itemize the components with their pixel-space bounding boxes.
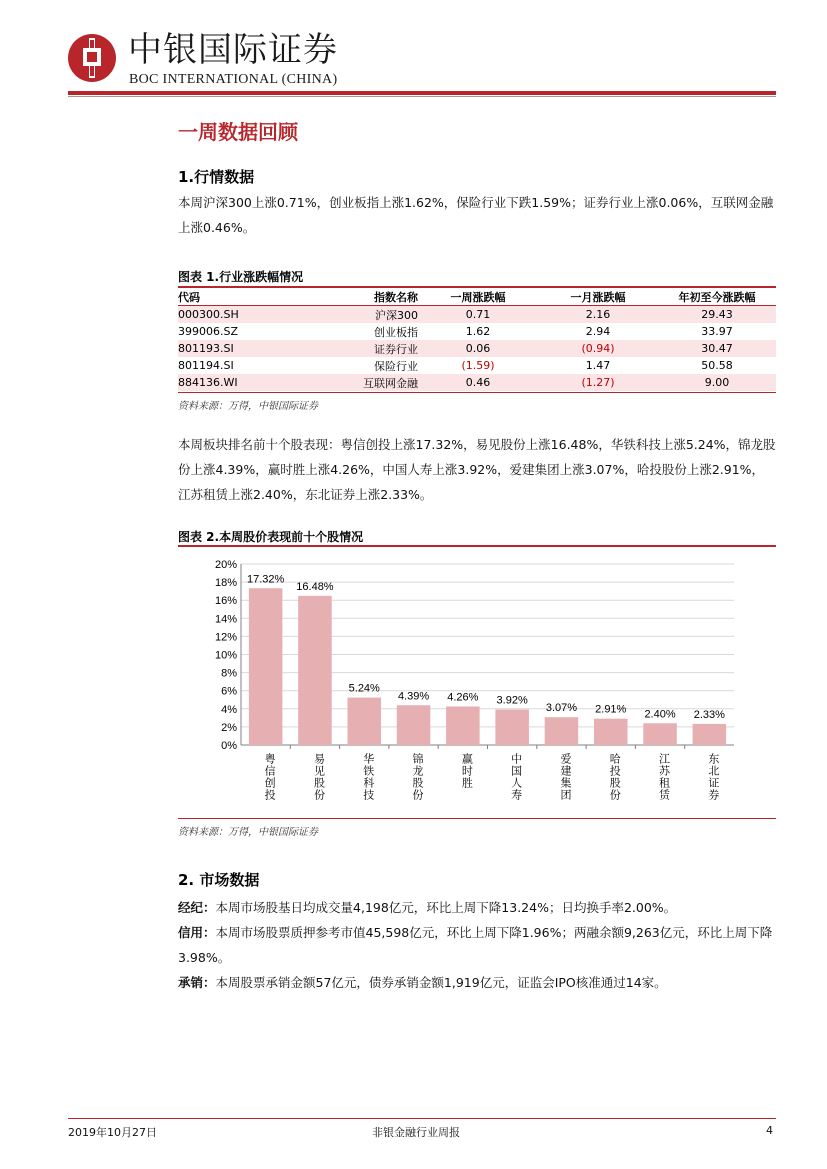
table-cell: (1.59)	[461, 359, 495, 372]
footer-date: 2019年10月27日	[68, 1126, 157, 1139]
brand-name-en: BOC INTERNATIONAL (CHINA)	[129, 72, 338, 87]
page-number: 4	[766, 1124, 773, 1137]
table-cell: (0.94)	[538, 340, 658, 357]
table-row	[178, 323, 776, 340]
table-cell: 801194.SI	[178, 359, 234, 372]
bar	[446, 706, 480, 745]
y-tick-label: 16%	[214, 595, 237, 608]
table-cell: 证券行业	[308, 340, 418, 357]
bar	[545, 717, 579, 745]
chart-source: 资料来源：万得，中银国际证券	[178, 827, 318, 838]
x-category-label: 哈投股份	[608, 753, 622, 801]
data-label: 4.26%	[447, 691, 479, 704]
y-tick-label: 18%	[214, 577, 237, 590]
data-label: 2.91%	[595, 703, 627, 716]
table-cell: 保险行业	[374, 359, 418, 373]
item-text: 本周市场股票质押参考市值45,598亿元，环比上周下降1.96%；两融余额9,263亿元，环比上周下降3.98%。	[178, 925, 773, 965]
industry-table	[178, 289, 776, 391]
table-row	[178, 374, 776, 391]
chart-frame	[178, 548, 776, 819]
y-tick-label: 6%	[221, 685, 237, 698]
x-category-label: 中国人寿	[509, 753, 523, 801]
table-cell: 000300.SH	[178, 306, 308, 324]
item-label: 信用：	[178, 925, 216, 940]
bar	[594, 719, 628, 745]
y-tick-label: 10%	[214, 649, 237, 662]
table-row	[178, 340, 776, 357]
table-cell: 0.46	[418, 374, 538, 391]
market-heading: 1.行情数据	[178, 168, 255, 186]
data-label: 2.40%	[644, 708, 676, 721]
table-cell: 沪深300	[308, 306, 418, 324]
y-tick-label: 20%	[214, 559, 237, 571]
x-category-label: 易见股份	[312, 753, 326, 801]
bar	[347, 698, 381, 745]
table-cell: 1.47	[585, 359, 611, 372]
table-header-row	[178, 289, 776, 306]
table-cell: 2.94	[585, 325, 611, 338]
x-category-label: 东北证券	[706, 753, 720, 801]
item-text: 本周市场股基日均成交量4,198亿元，环比上周下降13.24%；日均换手率2.00%。	[215, 900, 677, 915]
x-category-label: 江苏租赁	[657, 753, 671, 801]
table-title: 图表 1.行业涨跌幅情况	[178, 270, 304, 284]
table-cell: 创业板指	[374, 325, 418, 339]
table-row	[178, 357, 776, 374]
data-label: 17.32%	[246, 573, 285, 586]
table-cell: 29.43	[658, 306, 776, 324]
item-text: 本周股票承销金额57亿元，债券承销金额1,919亿元，证监会IPO核准通过14家。	[215, 975, 667, 990]
data-label: 3.92%	[496, 694, 528, 707]
table-cell: 30.47	[658, 340, 776, 357]
bar	[298, 596, 332, 745]
table-cell: 801193.SI	[178, 340, 308, 357]
data-label: 16.48%	[296, 580, 334, 593]
market-data-heading: 2. 市场数据	[178, 871, 260, 889]
data-label: 3.07%	[545, 702, 578, 715]
y-tick-label: 12%	[214, 631, 237, 644]
item-label: 承销：	[178, 975, 216, 990]
table-cell: 50.58	[701, 359, 733, 372]
chart-top-rule	[178, 545, 776, 547]
bar	[397, 705, 431, 745]
footer-report-name: 非银金融行业周报	[372, 1126, 460, 1139]
stock-bar-chart	[178, 548, 776, 816]
data-label: 2.33%	[693, 708, 725, 721]
item-label: 经纪：	[178, 900, 216, 915]
market-data-item	[178, 970, 776, 995]
table-cell: 9.00	[658, 374, 776, 391]
col-header: 一周涨跌幅	[418, 289, 538, 306]
market-data-item	[178, 920, 776, 970]
table-cell: 互联网金融	[308, 374, 418, 391]
bar	[693, 724, 727, 745]
table-cell: (1.27)	[538, 374, 658, 391]
table-top-rule	[178, 286, 776, 288]
brand-name-cn: 中银国际证券	[128, 30, 338, 70]
col-header: 代码	[178, 289, 308, 306]
bar	[249, 588, 283, 745]
col-header: 指数名称	[308, 289, 418, 306]
table-source: 资料来源：万得，中银国际证券	[178, 401, 318, 412]
table-row	[178, 306, 776, 324]
header-divider-thin	[68, 96, 776, 97]
table-cell: 0.71	[418, 306, 538, 324]
table-cell: 0.06	[418, 340, 538, 357]
y-tick-label: 2%	[221, 721, 237, 734]
market-text: 本周沪深300上涨0.71%，创业板指上涨1.62%，保险行业下跌1.59%；证券行业上涨0.06%，互联网金融上涨0.46%。	[178, 195, 774, 235]
x-category-label: 爱建集团	[558, 753, 572, 801]
table-cell: 399006.SZ	[178, 325, 239, 338]
x-category-label: 华铁科技	[361, 753, 375, 801]
header-divider	[68, 91, 776, 95]
section-title: 一周数据回顾	[178, 120, 298, 144]
data-label: 4.39%	[397, 690, 430, 703]
table-cell: 1.62	[465, 325, 491, 338]
table-bottom-rule	[178, 392, 776, 393]
table-cell: 2.16	[538, 306, 658, 324]
boc-logo	[68, 34, 116, 82]
y-tick-label: 4%	[221, 703, 237, 716]
stocks-text: 本周板块排名前十个股表现：粤信创投上涨17.32%，易见股份上涨16.48%，华铁科技上涨5.24%，锦龙股份上涨4.39%，赢时胜上涨4.26%，中国人寿上涨3.92%，爱建集团上涨3.07%，哈投股份上涨2.91%，江苏租赁上涨2.40%，东北证券上涨2.33%。	[178, 437, 776, 502]
col-header: 一月涨跌幅	[538, 289, 658, 306]
y-tick-label: 14%	[214, 613, 237, 626]
col-header: 年初至今涨跌幅	[658, 289, 776, 306]
bar	[495, 710, 529, 745]
market-data-item	[178, 895, 776, 920]
y-tick-label: 0%	[221, 740, 237, 752]
table-cell: 33.97	[701, 325, 733, 338]
y-tick-label: 8%	[221, 667, 237, 680]
bar	[643, 723, 677, 745]
footer-rule	[68, 1118, 776, 1119]
table-cell: 884136.WI	[178, 374, 308, 391]
chart-title: 图表 2.本周股价表现前十个股情况	[178, 530, 364, 544]
x-category-label: 锦龙股份	[411, 753, 425, 801]
data-label: 5.24%	[348, 682, 380, 695]
x-category-label: 赢时胜	[460, 753, 474, 789]
x-category-label: 粤信创投	[263, 753, 277, 801]
